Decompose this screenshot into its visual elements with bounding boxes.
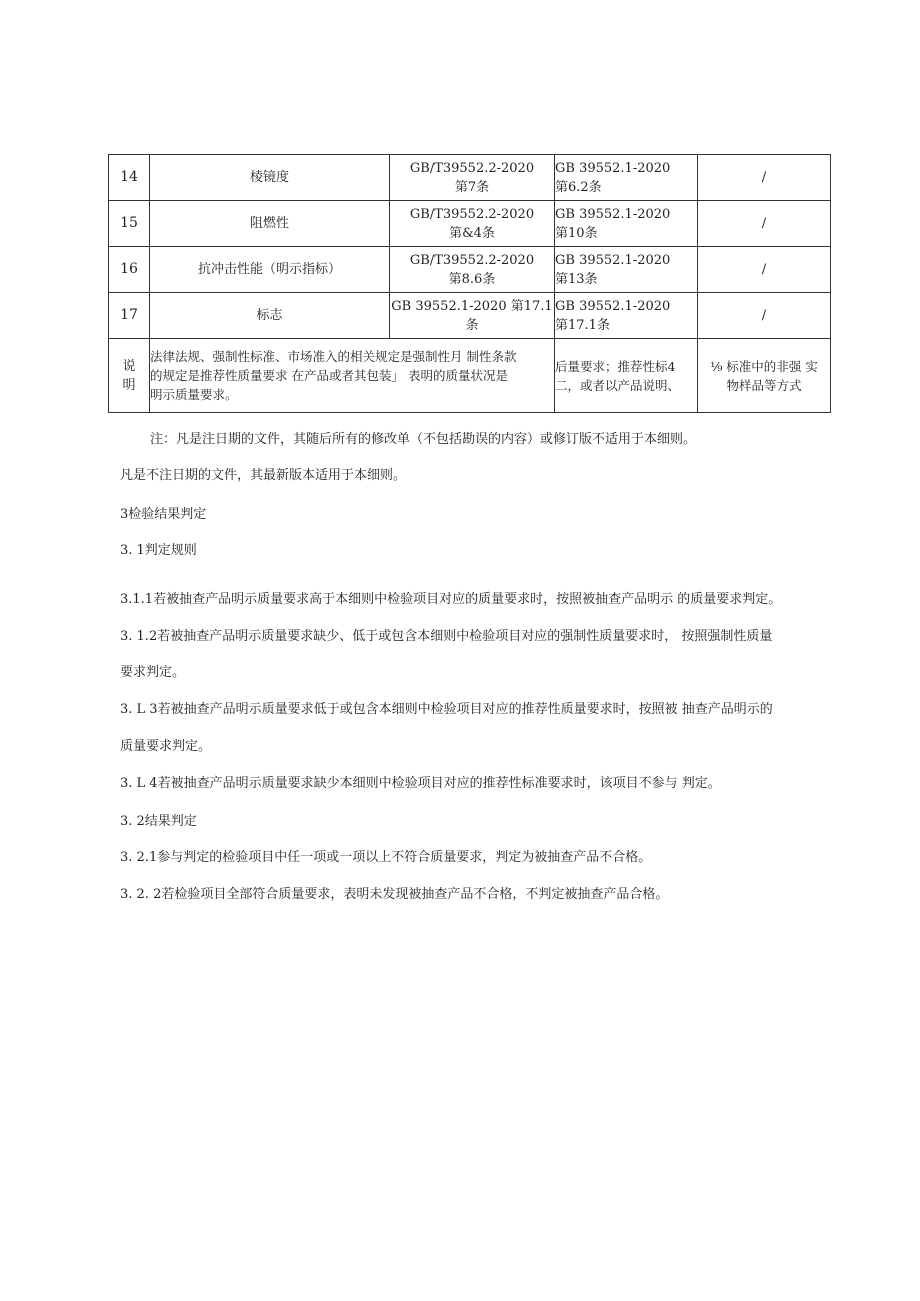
item-name: 阻燃性	[150, 201, 390, 247]
row-number: 17	[109, 293, 150, 339]
extra-cell: /	[698, 247, 831, 293]
remark-text-middle: 后量要求；推荐性标4 二，或者以产品说明、	[555, 339, 698, 413]
clause-3-2-1: 3. 2.1参与判定的检验项目中任一项或一项以上不符合质量要求，判定为被抽查产品不合格。	[120, 850, 652, 865]
remark-text: 法律法规、强制性标准、市场准入的相关规定是强制性月 制性条款 的规定是推荐性质量要求 在产品或者其包装」 表明的质量状况是 明示质量要求。	[150, 339, 555, 413]
clause-3-1-2: 3. 1.2若被抽查产品明示质量要求缺少、低于或包含本细则中检验项目对应的强制性质量要求时， 按照强制性质量	[120, 629, 773, 644]
table-row	[109, 155, 831, 201]
row-number: 16	[109, 247, 150, 293]
note-undated-references: 凡是不注日期的文件，其最新版本适用于本细则。	[120, 468, 407, 483]
item-name: 标志	[150, 293, 390, 339]
clause-3-1-4: 3. L 4若被抽查产品明示质量要求缺少本细则中检验项目对应的推荐性标准要求时，该项目不参与 判定。	[120, 776, 721, 791]
test-method: GB 39552.1-2020 第17.1 条	[390, 293, 555, 339]
remark-label: 说 明	[109, 339, 150, 413]
item-name: 抗冲击性能（明示指标）	[150, 247, 390, 293]
section-3-title: 3检验结果判定	[120, 507, 207, 522]
item-name: 棱镜度	[150, 155, 390, 201]
row-number: 15	[109, 201, 150, 247]
clause-3-2-2: 3. 2. 2若检验项目全部符合质量要求，表明未发现被抽查产品不合格，不判定被抽查产品合格。	[120, 887, 669, 902]
section-3-2-title: 3. 2结果判定	[120, 814, 197, 829]
clause-3-1-3: 3. L 3若被抽查产品明示质量要求低于或包含本细则中检验项目对应的推荐性质量要求时，按照被 抽查产品明示的	[120, 702, 773, 717]
extra-cell: /	[698, 201, 831, 247]
table-row	[109, 293, 831, 339]
test-method: GB/T39552.2-2020 第7条	[390, 155, 555, 201]
extra-cell: /	[698, 155, 831, 201]
remark-row	[109, 339, 831, 413]
table-row	[109, 247, 831, 293]
table-row	[109, 201, 831, 247]
requirement: GB 39552.1-2020 第10条	[555, 201, 698, 247]
requirement: GB 39552.1-2020 第13条	[555, 247, 698, 293]
test-method: GB/T39552.2-2020 第&4条	[390, 201, 555, 247]
section-3-1-title: 3. 1判定规则	[120, 543, 197, 558]
clause-3-1-2-continued: 要求判定。	[120, 665, 186, 680]
inspection-items-table	[108, 154, 831, 413]
remark-text-right: ⅟₉ 标准中的非强 实 物样品等方式	[698, 339, 831, 413]
requirement: GB 39552.1-2020 第6.2条	[555, 155, 698, 201]
test-method: GB/T39552.2-2020 第8.6条	[390, 247, 555, 293]
clause-3-1-1: 3.1.1若被抽查产品明示质量要求高于本细则中检验项目对应的质量要求时，按照被抽查产品明示 的质量要求判定。	[120, 592, 782, 607]
extra-cell: /	[698, 293, 831, 339]
row-number: 14	[109, 155, 150, 201]
requirement: GB 39552.1-2020 第17.1条	[555, 293, 698, 339]
clause-3-1-3-continued: 质量要求判定。	[120, 739, 212, 754]
note-dated-references: 注：凡是注日期的文件，其随后所有的修改单（不包括勘误的内容）或修订版不适用于本细则。	[150, 432, 697, 447]
